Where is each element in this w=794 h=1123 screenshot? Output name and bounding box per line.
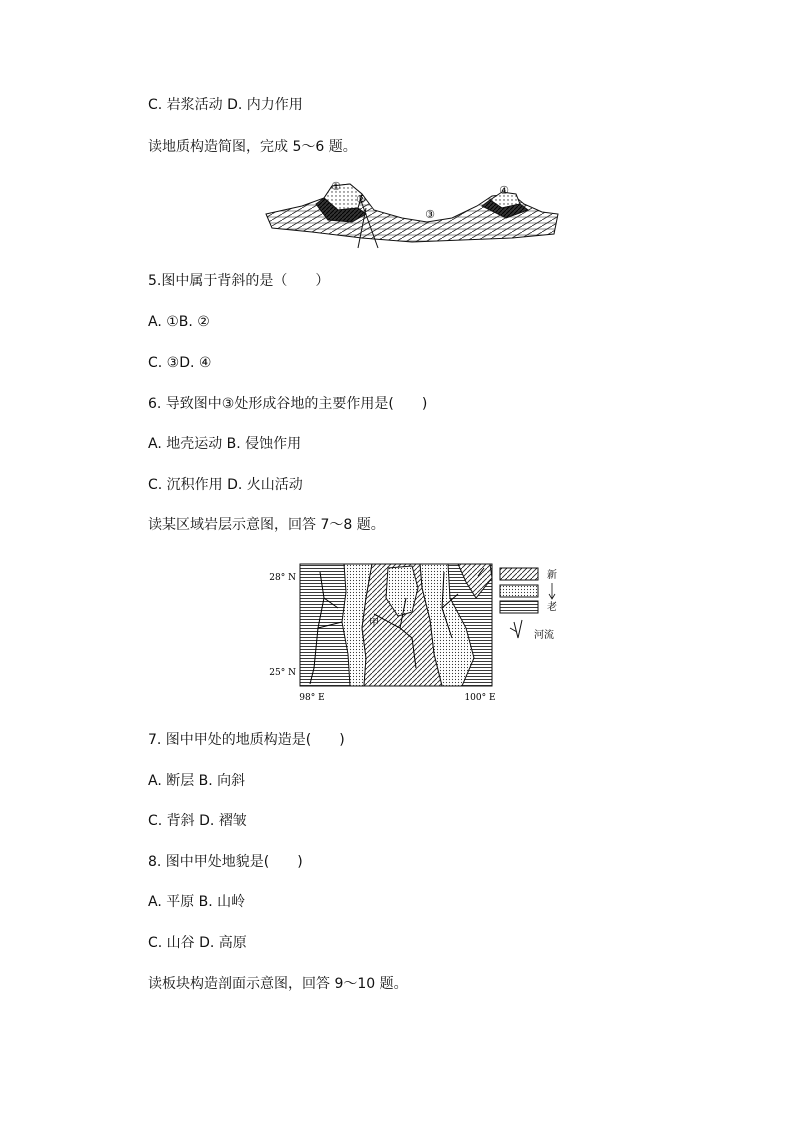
- legend-new: 新: [547, 570, 557, 581]
- option-line: C. 岩浆活动 D. 内力作用: [148, 97, 303, 113]
- rock-layer-map-figure: [262, 558, 562, 708]
- question-8: 8. 图中甲处地貌是( ): [148, 854, 303, 870]
- option-line: C. 山谷 D. 高原: [148, 935, 247, 951]
- lat-bottom-label: 25° N: [269, 668, 296, 678]
- option-line: C. 沉积作用 D. 火山活动: [148, 477, 303, 493]
- option-line: C. ③D. ④: [148, 355, 212, 371]
- question-6: 6. 导致图中③处形成谷地的主要作用是( ): [148, 396, 428, 412]
- option-line: C. 背斜 D. 褶皱: [148, 813, 247, 829]
- legend-river: 河流: [534, 630, 554, 641]
- legend-old: 老: [547, 602, 557, 613]
- option-line: A. 地壳运动 B. 侵蚀作用: [148, 436, 302, 452]
- instruction-line: 读板块构造剖面示意图，回答 9～10 题。: [148, 976, 408, 992]
- option-line: A. 断层 B. 向斜: [148, 773, 246, 789]
- geologic-section-figure: [262, 178, 562, 250]
- label-2: ②: [356, 193, 366, 206]
- question-5: 5.图中属于背斜的是（ ）: [148, 273, 330, 289]
- label-3: ③: [425, 208, 435, 221]
- instruction-line: 读地质构造简图，完成 5～6 题。: [148, 139, 357, 155]
- instruction-line: 读某区域岩层示意图，回答 7～8 题。: [148, 517, 385, 533]
- jia-label: 甲: [369, 618, 379, 629]
- label-1: ①: [331, 180, 341, 193]
- lon-right-label: 100° E: [464, 693, 496, 703]
- lat-top-label: 28° N: [269, 573, 296, 583]
- river-legend-icon: [510, 620, 522, 638]
- question-7: 7. 图中甲处的地质构造是( ): [148, 732, 345, 748]
- option-line: A. 平原 B. 山岭: [148, 894, 246, 910]
- label-4: ④: [499, 184, 509, 197]
- option-line: A. ①B. ②: [148, 314, 210, 330]
- lon-left-label: 98° E: [299, 693, 325, 703]
